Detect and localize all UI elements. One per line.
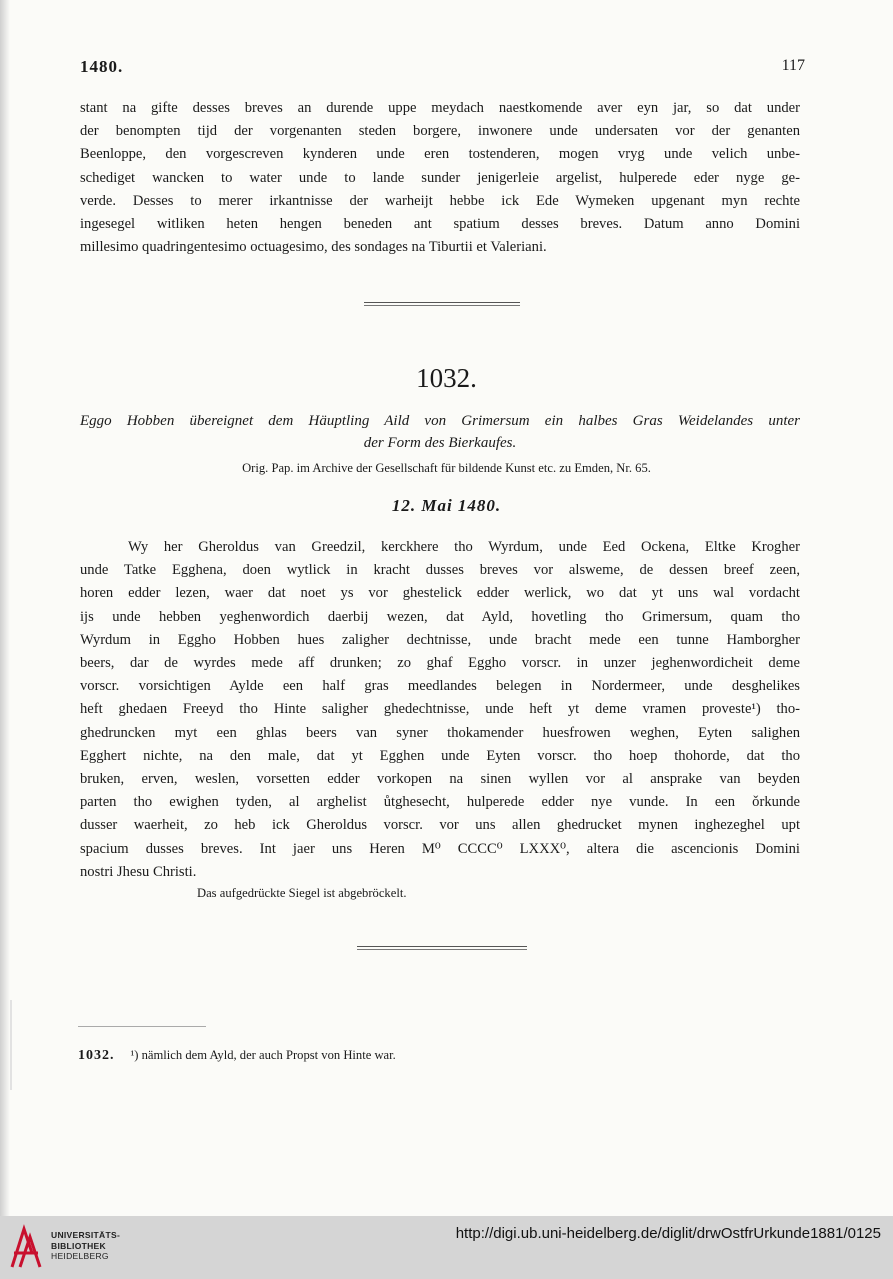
document-body: [80, 536, 800, 884]
page-binding-shadow: [0, 0, 10, 1216]
text-line: horen edder lezen, waer dat noet ys vor ghestelick edder werlick, wo dat yt uns wal vordacht: [80, 585, 800, 602]
footnote-text: ¹) nämlich dem Ayld, der auch Propst von Hinte war.: [130, 1048, 396, 1062]
text-line: nostri Jhesu Christi.: [80, 863, 197, 880]
library-logo-text[interactable]: [51, 1230, 120, 1262]
text-line: heft ghedaen Freeyd tho Hinte saligher ghedechtnisse, unde heft yt deme vramen proveste¹) tho-: [80, 701, 800, 718]
text-line: spacium dusses breves. Int jaer uns Heren M⁰ CCCC⁰ LXXX⁰, altera die ascencionis Domini: [80, 840, 800, 857]
summary-line: Eggo Hobben übereignet dem Häuptling Aild von Grimersum ein halbes Gras Weidelandes unter: [80, 413, 800, 429]
text-line: schediget wancken to water unde to lande sunder jenigerleie argelist, hulperede eder nyge ge-: [80, 169, 800, 186]
text-line: ghedruncken myt een ghlas beers van syner thokamender huesfrowen weghen, Eyten salighen: [80, 724, 800, 741]
text-line: dusser waerheit, zo heb ick Gheroldus vorscr. vor uns allen ghedrucket mynen inghezeghel upt: [80, 817, 800, 834]
text-line: bruken, erven, weslen, vorsetten edder vorkopen na sinen wyllen vor al ansprake van beyden: [80, 771, 800, 788]
scan-artifact: [10, 1000, 12, 1090]
university-seal-icon[interactable]: [8, 1223, 44, 1271]
footnote-number: 1032.: [78, 1048, 115, 1063]
text-line: Beenloppe, den vorgescreven kynderen unde eren tostenderen, mogen vryg unde velich unbe-: [80, 146, 800, 163]
intro-paragraph: [80, 97, 800, 259]
text-line: ingesegel witliken heten hengen beneden ant spatium desses breves. Datum anno Domini: [80, 216, 800, 233]
summary-line: der Form des Bierkaufes.: [363, 435, 517, 451]
text-line: Wy her Gheroldus van Greedzil, kerckhere tho Wyrdum, unde Eed Ockena, Eltke Krogher: [128, 539, 800, 555]
text-line: millesimo quadringentesimo octuagesimo, des sondages na Tiburtii et Valeriani.: [80, 239, 547, 256]
footnote: [78, 1048, 396, 1064]
document-summary: [80, 410, 800, 454]
seal-note: Das aufgedrückte Siegel ist abgebröckelt.: [197, 886, 407, 900]
text-line: der benompten tijd der vorgenanten steden borgere, inwonere unde undersaten vor der genanten: [80, 123, 800, 140]
text-line: parten tho ewighen tyden, al arghelist ůtghesecht, hulperede edder nye vunde. In een ǒrkunde: [80, 794, 800, 811]
text-line: vorscr. vorsichtigen Aylde een half gras meedlandes belegen in Nordermeer, unde desghelikes: [80, 678, 800, 695]
text-line: verde. Desses to merer irkantnisse der warheijt hebbe ick Ede Wymeken upgenant myn rechte: [80, 192, 800, 209]
page-number: 117: [781, 57, 805, 74]
logo-line: BIBLIOTHEK: [51, 1240, 106, 1251]
document-number: 1032.: [416, 363, 477, 393]
text-line: beers, dar de wyrdes mede aff drunken; zo ghaf Eggho vorscr. in unzer jeghenwordicheit deme: [80, 655, 800, 672]
logo-line: HEIDELBERG: [51, 1251, 109, 1261]
section-divider: [364, 302, 520, 306]
text-line: stant na gifte desses breves an durende uppe meydach naestkomende aver eyn jar, so dat under: [80, 100, 800, 116]
text-line: Egghert nichte, na den male, dat yt Egghen unde Eyten vorscr. tho hoep thohorde, dat tho: [80, 747, 800, 764]
end-divider: [357, 946, 527, 950]
text-line: ijs unde hebben yeghenwordich daerbij wezen, dat Ayld, hovetling tho Grimersum, quam tho: [80, 608, 800, 625]
text-line: Wyrdum in Eggho Hobben hues zaligher dechtnisse, unde bracht mede een tunne Hamborgher: [80, 631, 800, 648]
document-date: 12. Mai 1480.: [391, 496, 502, 515]
running-header-year: 1480.: [80, 57, 124, 76]
text-line: unde Tatke Egghena, doen wytlick in kracht dusses breves vor alsweme, de dessen breef zeen,: [80, 562, 800, 579]
footnote-rule: [78, 1026, 206, 1027]
logo-line: UNIVERSITÄTS-: [51, 1230, 121, 1240]
permalink-url[interactable]: http://digi.ub.uni-heidelberg.de/diglit/drwOstfrUrkunde1881/0125: [455, 1225, 881, 1242]
source-reference: Orig. Pap. im Archive der Gesellschaft für bildende Kunst etc. zu Emden, Nr. 65.: [242, 461, 651, 475]
